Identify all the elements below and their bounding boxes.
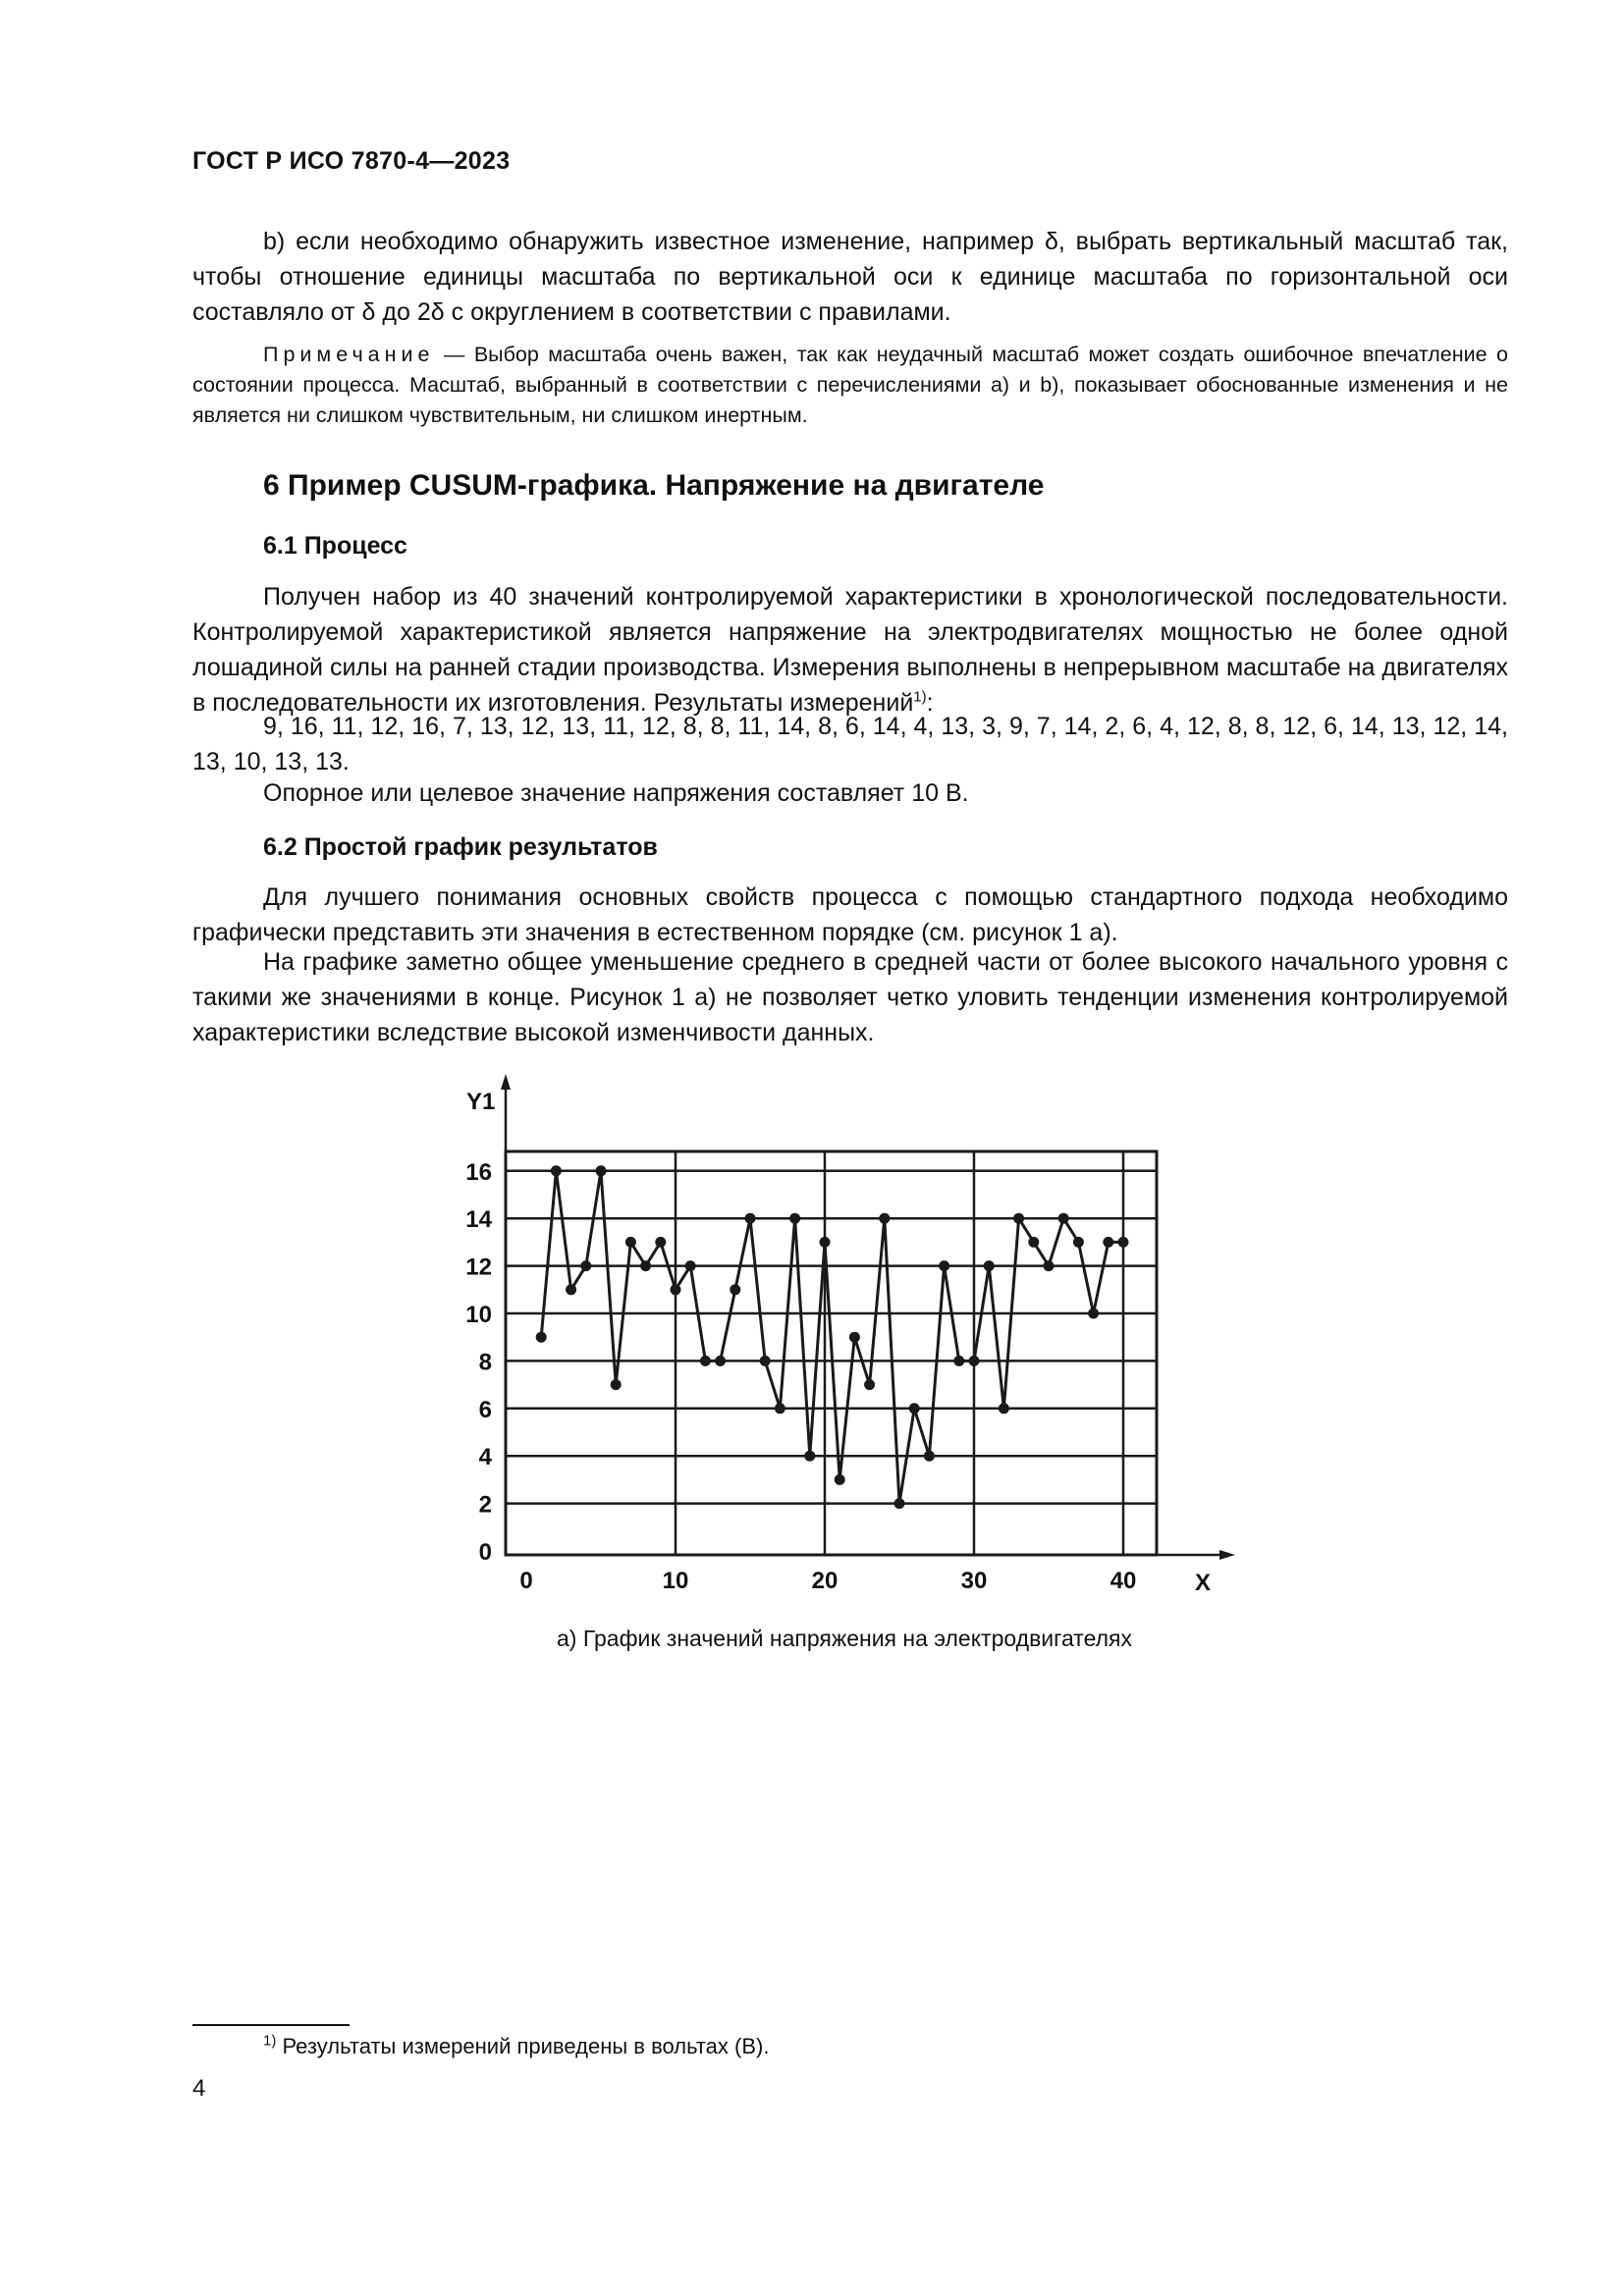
process-paragraph — [192, 579, 1508, 721]
chart-tick-labels — [465, 1159, 1136, 1594]
data-point — [894, 1498, 905, 1509]
data-point — [775, 1403, 785, 1414]
data-point — [939, 1260, 949, 1271]
item-b-paragraph: b) если необходимо обнаружить известное изменение, например δ, выбрать вертикальный масштаб так, чтобы отношение единицы масштаба по вертикальной оси к единице масштаба по горизонтальной оси составляло от δ до 2δ с округлением в соответствии с правилами. — [192, 228, 1508, 326]
note-paragraph — [192, 340, 1508, 431]
figure-caption: a) График значений напряжения на электродвигателях — [556, 1626, 1132, 1651]
data-point — [655, 1237, 666, 1248]
data-point — [596, 1165, 607, 1176]
footnote-mark: 1) — [263, 2032, 277, 2050]
data-point — [715, 1356, 726, 1366]
page-number: 4 — [192, 2075, 206, 2102]
y-axis-label: Y1 — [466, 1089, 496, 1115]
note-label: Примечание — [263, 343, 435, 366]
document-header: ГОСТ Р ИСО 7870-4—2023 — [192, 147, 511, 175]
footnote-ref: 1) — [913, 688, 927, 706]
data-point — [1103, 1237, 1113, 1248]
x-axis-label: X — [1195, 1570, 1212, 1596]
process-text-tail: : — [926, 689, 934, 717]
y-tick-label: 12 — [465, 1254, 492, 1281]
data-point — [969, 1356, 980, 1366]
measurement-values: 9, 16, 11, 12, 16, 7, 13, 12, 13, 11, 12, 8, 8, 11, 14, 8, 6, 14, 4, 13, 3, 9, 7, 14, 2, 6, 4, 12, 8, 8, 12, 6, 14, 13, 12, 14, 13, 10, 13, 13. — [192, 713, 1508, 775]
data-point — [1073, 1237, 1084, 1248]
data-point — [835, 1474, 845, 1485]
voltage-line-chart — [432, 1060, 1257, 1610]
subsection-6-1-title: 6.1 Процесс — [263, 532, 407, 560]
data-point — [1044, 1260, 1055, 1271]
data-point — [804, 1451, 815, 1462]
data-point — [849, 1332, 860, 1343]
graph-paragraph-2: На графике заметно общее уменьшение среднего в средней части от более высокого начального уровня с такими же значениями в конце. Рисунок 1 a) не позволяет четко уловить тенденции изменения контролируемой характеристики вследствие высокой изменчивости данных. — [192, 948, 1508, 1046]
data-point — [1118, 1237, 1129, 1248]
data-point — [1013, 1213, 1024, 1224]
data-point — [760, 1356, 771, 1366]
data-point — [953, 1356, 964, 1366]
section-6-title: 6 Пример CUSUM-графика. Напряжение на двигателе — [263, 469, 1045, 502]
data-point — [536, 1332, 547, 1343]
x-tick-label: 10 — [662, 1568, 689, 1594]
data-point — [730, 1284, 740, 1295]
x-axis-arrow — [1219, 1550, 1235, 1560]
subsection-6-2-title: 6.2 Простой график результатов — [263, 833, 658, 861]
data-point — [909, 1403, 920, 1414]
y-tick-label: 10 — [465, 1302, 492, 1328]
y-axis-arrow — [501, 1074, 511, 1090]
data-point — [1088, 1308, 1099, 1319]
graph-paragraph-1: Для лучшего понимания основных свойств процесса с помощью стандартного подхода необходимо графически представить эти значения в естественном порядке (см. рисунок 1 a). — [192, 883, 1508, 946]
data-point — [551, 1165, 562, 1176]
data-point — [999, 1403, 1009, 1414]
series-line — [541, 1171, 1123, 1504]
data-point — [745, 1213, 756, 1224]
data-point — [625, 1237, 636, 1248]
data-point — [984, 1260, 995, 1271]
note-text: — Выбор масштаба очень важен, так как неудачный масштаб может создать ошибочное впечатление о состоянии процесса. Масштаб, выбранный в соответствии с перечислениями a) и b), показывает обоснованные изменения и не является ни слишком чувствительным, ни слишком инертным. — [192, 343, 1508, 427]
data-point — [820, 1237, 831, 1248]
y-tick-label: 2 — [478, 1491, 492, 1519]
data-point — [671, 1284, 681, 1295]
data-point — [1058, 1213, 1069, 1224]
x-tick-label: 40 — [1110, 1568, 1137, 1594]
x-tick-label: 0 — [519, 1568, 533, 1594]
series-points — [536, 1165, 1129, 1509]
target-value-paragraph: Опорное или целевое значение напряжения составляет 10 В. — [263, 779, 969, 807]
data-point — [640, 1260, 651, 1271]
data-point — [700, 1356, 711, 1366]
data-point — [685, 1260, 696, 1271]
y-tick-label: 14 — [465, 1206, 492, 1234]
data-point — [580, 1260, 591, 1271]
data-point — [611, 1379, 622, 1390]
data-point — [864, 1379, 875, 1390]
footnote — [263, 2034, 769, 2059]
y-tick-label: 0 — [478, 1539, 492, 1566]
data-point — [566, 1284, 576, 1295]
process-text: Получен набор из 40 значений контролируемой характеристики в хронологической последовательности. Контролируемой характеристикой является напряжение на электродвигателях мощностью не более одной лошадиной силы на ранней стадии производства. Измерения выполнены в непрерывном масштабе на двигателях в последовательности их изготовления. Результаты измерений — [192, 583, 1508, 717]
data-point — [924, 1451, 935, 1462]
footnote-text: Результаты измерений приведены в вольтах (В). — [282, 2034, 770, 2058]
x-tick-label: 30 — [960, 1568, 988, 1594]
y-tick-label: 16 — [465, 1158, 492, 1186]
y-tick-label: 8 — [478, 1349, 492, 1376]
data-point — [789, 1213, 800, 1224]
y-tick-label: 4 — [478, 1444, 492, 1471]
x-tick-label: 20 — [811, 1568, 839, 1594]
data-point — [879, 1213, 890, 1224]
y-tick-label: 6 — [478, 1396, 492, 1423]
footnote-divider — [192, 2024, 350, 2026]
data-point — [1028, 1237, 1039, 1248]
